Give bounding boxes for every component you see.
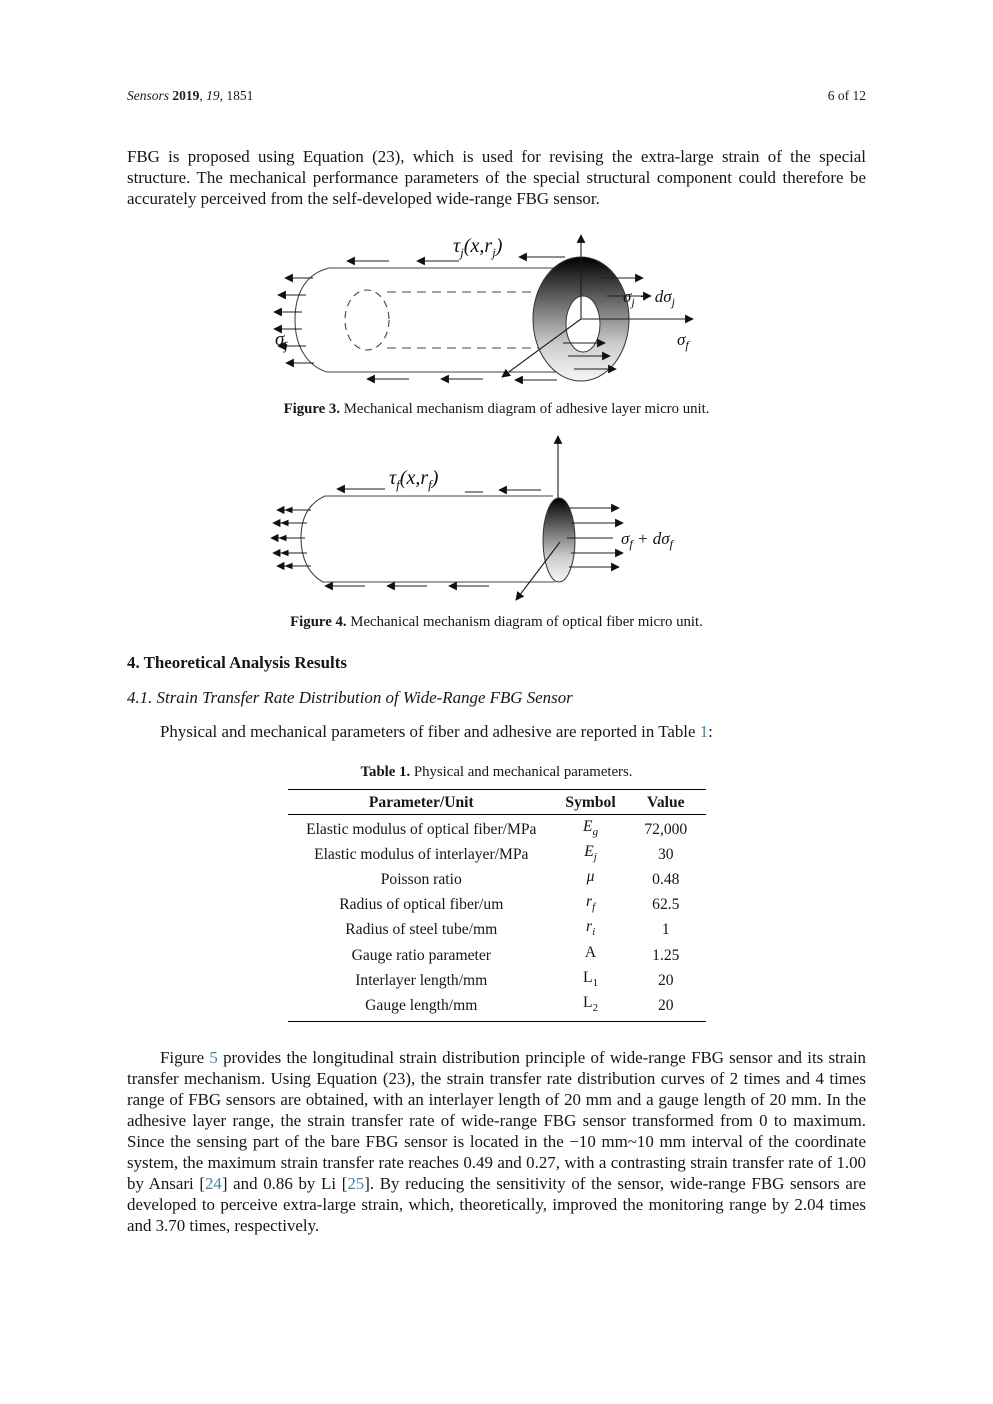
body-paragraph-results: Figure 5 provides the longitudinal strain distribution principle of wide-range FBG sensor and its strain transfer mechanism. Using Equation (23), the strain transfer rate distribution curves of 2 times and 4 times range of FBG sensors are obtained, with an interlayer length of 20 mm and a gauge length of 20 mm. In the adhesive layer range, the strain transfer rate of wide-range FBG sensor transformed from 0 to maximum. Since the sensing part of the bare FBG sensor is located in the −10 mm~10 mm interval of the coordinate system, the maximum strain transfer rate reaches 0.49 and 0.27, with a contrasting strain transfer rate of 1.00 by Ansari [24] and 0.86 by Li [25]. By reducing the sensitivity of the sensor, wide-range FBG sensors are developed to perceive extra-large strain, which, theoretically, improved the monitoring range by 2.04 times and 3.70 times, respectively. [127, 1047, 866, 1235]
figure3-diagram [267, 230, 727, 398]
article-number: , 1851 [219, 88, 254, 103]
sigma-j-label: $\sigma_j$ [274, 329, 288, 353]
table-row: Radius of steel tube/mm $r_i$ 1 [345, 918, 670, 939]
table-row: Gauge length/mm $L_2$ 20 [365, 993, 674, 1014]
table1-caption-label: Table 1. [360, 764, 411, 780]
reference-25-link[interactable]: 25 [347, 1173, 365, 1193]
table1 [288, 789, 706, 1022]
table1-caption: Table 1. Physical and mechanical parameters. [360, 764, 633, 780]
figure4 [127, 430, 866, 610]
table1-link[interactable]: 1 [699, 722, 709, 741]
column-header-value: Value [626, 790, 705, 815]
journal-volume: 19 [206, 88, 220, 103]
journal-year: 2019 [172, 88, 200, 103]
figure5-link[interactable]: 5 [209, 1047, 218, 1067]
tau-j-label: $\tau_j(x,r_j)$ [452, 235, 502, 260]
figure3 [127, 230, 866, 398]
tau-f-label: $\tau_f(x,r_f)$ [388, 467, 438, 492]
body-paragraph-table-intro: Physical and mechanical parameters of fiber and adhesive are reported in Table 1: [160, 722, 713, 741]
table-row: Elastic modulus of interlayer/MPa $E_j$ 30 [314, 843, 674, 864]
column-header-parameter: Parameter/Unit [288, 790, 556, 815]
table-header-row [288, 790, 706, 815]
table-row: Radius of optical fiber/um $r_f$ 62.5 [339, 893, 680, 914]
annulus-hole [566, 296, 600, 352]
figure3-caption-label: Figure 3. [283, 401, 341, 417]
reference-24-link[interactable]: 24 [204, 1173, 222, 1193]
figure3-caption: Figure 3. Mechanical mechanism diagram of adhesive layer micro unit. [283, 401, 710, 417]
page-number: 6 of 12 [827, 88, 866, 103]
journal-citation: Sensors 2019, 19, 1851 [127, 88, 254, 103]
body-paragraph-1: FBG is proposed using Equation (23), which is used for revising the extra-large strain of the special structure. The mechanical performance parameters of the special structural component could therefore be accurately perceived from the self-developed wide-range FBG sensor. [127, 147, 866, 208]
figure4-diagram [267, 430, 727, 610]
sigma-f-plus-d-label: $\sigma_f + d\sigma_f$ [620, 529, 673, 551]
fiber-cylinder-outline [301, 496, 555, 582]
table-row: Interlayer length/mm $L_1$ 20 [355, 968, 674, 989]
column-header-symbol: Symbol [555, 790, 626, 815]
sigma-j-plus-d-label: $\sigma_j + d\sigma_j$ [622, 287, 675, 309]
figure4-caption-label: Figure 4. [290, 614, 347, 630]
section-heading-4: 4. Theoretical Analysis Results [127, 653, 347, 672]
page-header [127, 88, 866, 104]
table-row: Poisson ratio μ 0.48 [380, 868, 680, 889]
table-row: Elastic modulus of optical fiber/MPa $E_g$ 72,000 [306, 818, 688, 839]
subsection-heading-4-1: 4.1. Strain Transfer Rate Distribution of Wide-Range FBG Sensor [127, 688, 573, 707]
table-row: Gauge ratio parameter A 1.25 [351, 943, 680, 964]
journal-name: Sensors [127, 88, 173, 103]
fiber-end-face [543, 498, 575, 582]
sigma-f-label: $\sigma_f$ [676, 330, 689, 352]
inner-fiber-end-dashed [345, 290, 389, 350]
figure4-caption: Figure 4. Mechanical mechanism diagram of optical fiber micro unit. [290, 614, 703, 630]
